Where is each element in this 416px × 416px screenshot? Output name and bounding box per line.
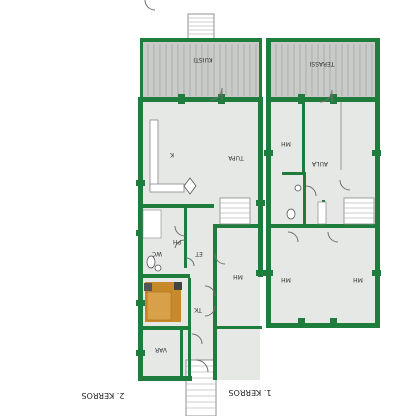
- label-tk: TK: [194, 306, 202, 313]
- lower-closet: [318, 202, 326, 224]
- wall-lower-left: [266, 38, 271, 328]
- label-kitchen: K: [170, 151, 174, 158]
- label-tupa: TUPA: [228, 154, 244, 161]
- wall-sauna-top: [140, 274, 190, 278]
- wall-hall-right: [213, 224, 217, 380]
- wall-terrace-top: [266, 38, 380, 42]
- label-upper-mh: MH: [233, 273, 243, 280]
- label-lower-mh-left: MH: [281, 276, 291, 283]
- sauna-stove-2: [144, 283, 152, 291]
- label-lower-mh-top: MH: [281, 140, 291, 147]
- wall-upper-right: [258, 97, 263, 277]
- wall-balcony-left: [140, 38, 143, 100]
- wall-lower-vertical: [302, 102, 305, 172]
- top-arc: [145, 0, 155, 10]
- sink-upper: [155, 265, 161, 271]
- wall-sauna-bottom: [140, 326, 190, 330]
- kitchen-counter: [150, 120, 158, 190]
- wall-balcony-top: [140, 38, 262, 42]
- label-ph: PH: [172, 238, 182, 245]
- upper-floor-plan: [136, 14, 265, 416]
- wall-bath-right: [184, 208, 187, 268]
- wall-upper-left: [138, 100, 143, 380]
- wall-balcony-right: [259, 38, 262, 100]
- wall-storage-right: [180, 330, 183, 376]
- label-aula: AULA: [311, 160, 329, 167]
- label-kuisti: KUISTI: [193, 56, 213, 63]
- sink-lower: [295, 185, 301, 191]
- wall-upper-top: [138, 97, 262, 102]
- wall-lower-bottom: [266, 323, 380, 328]
- wall-hall-left: [188, 278, 191, 376]
- wall-kitchen-bottom: [140, 204, 214, 208]
- wall-wc-right: [303, 172, 306, 224]
- label-terassi: TERASSI: [309, 60, 335, 67]
- label-wc: WC: [151, 250, 163, 257]
- wall-bedroom-bottom: [216, 326, 262, 329]
- wall-upper-bottom: [138, 376, 192, 381]
- upper-internal-stair: [220, 198, 250, 224]
- wall-wc-top: [282, 172, 306, 175]
- bath-fixture-area: [143, 210, 161, 238]
- lower-floor-plan: [264, 38, 381, 328]
- toilet-lower: [287, 209, 295, 219]
- sauna-stove: [174, 282, 182, 290]
- label-floor-1: 1. KERROS: [228, 388, 272, 397]
- label-var: VAR: [155, 346, 167, 353]
- wall-bedroom-top: [214, 224, 262, 228]
- label-lower-mh-right: MH: [353, 276, 363, 283]
- kitchen-island: [150, 184, 184, 192]
- lower-internal-stair: [344, 198, 374, 224]
- floor-labels: [82, 388, 272, 400]
- label-floor-2: 2. KERROS: [81, 391, 125, 400]
- wall-lower-right: [375, 38, 380, 328]
- label-et: ET: [195, 250, 203, 257]
- sauna-bench-inner: [147, 292, 171, 320]
